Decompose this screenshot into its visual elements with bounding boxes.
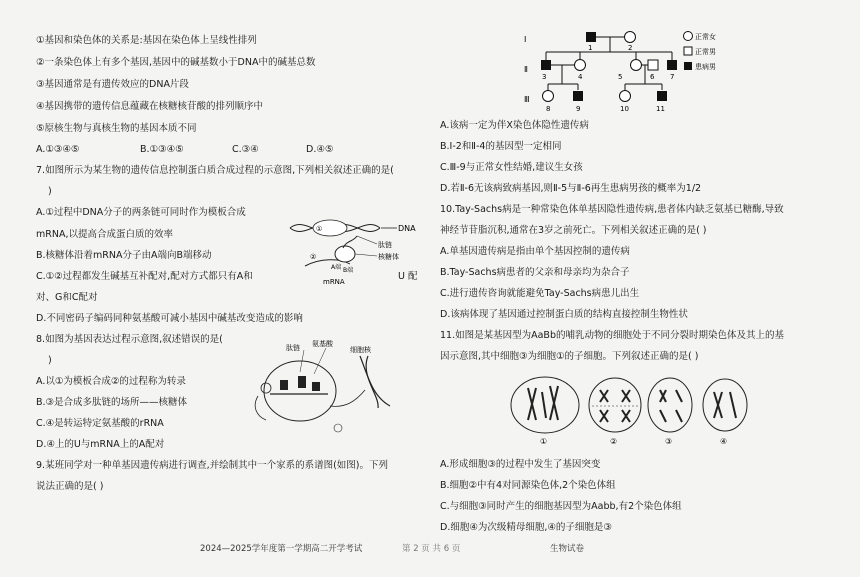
q10-option-d: D.该病体现了基因通过控制蛋白质的结构直接控制生物性状 [440,309,688,320]
footer-exam-title: 2024—2025学年度第一学期高二开学考试 [200,544,363,554]
statement-3: ③基因通常是有遗传效应的DNA片段 [36,79,189,90]
fig8-amino-label: 氨基酸 [312,340,333,348]
q6-option-c: C.③④ [232,144,259,155]
q6-option-a: A.①③④⑤ [36,144,80,155]
q8-stem: 8.如图为基因表达过程示意图,叙述错误的是( [36,334,223,345]
q7-option-a-cont: mRNA,以提高合成蛋白质的效率 [36,229,173,240]
cell-label-1: ① [540,437,548,446]
ped-num-5: 5 [618,73,623,81]
q11-option-a: A.形成细胞③的过程中发生了基因突变 [440,459,601,470]
fig7-dna-label: DNA [398,224,416,233]
q9-option-d: D.若Ⅱ-6无该病致病基因,则Ⅱ-5与Ⅱ-6再生患病男孩的概率为1/2 [440,183,702,194]
fig7-ribosome-label: 核糖体 [378,253,399,261]
q8-option-b: B.③是合成多肽链的场所——核糖体 [36,397,188,408]
fig7-label-1: ① [316,225,323,233]
q10-option-b: B.Tay-Sachs病患者的父亲和母亲均为杂合子 [440,267,630,278]
ped-num-4: 4 [578,73,583,81]
pedigree-figure [520,28,720,114]
q11-option-b: B.细胞②中有4对同源染色体,2个染色体组 [440,480,616,491]
q11-option-d: D.细胞④为次级精母细胞,④的子细胞是③ [440,522,612,533]
ped-num-8: 8 [546,105,551,113]
fig7-peptide-label: 肽链 [378,241,392,249]
fig7-b-end: B端 [343,267,354,274]
fig8-peptide-label: 肽链 [286,344,300,352]
ped-num-1: 1 [588,44,593,52]
gen-label-3: Ⅲ [524,95,530,104]
fig7-label-2: ② [310,253,317,261]
gene-expression-figure [250,336,410,436]
q8-option-c: C.④是转运特定氨基酸的rRNA [36,418,164,429]
gen-label-2: Ⅱ [524,65,528,74]
ped-num-3: 3 [542,73,547,81]
ped-num-2: 2 [628,44,633,52]
q10-stem: 10.Tay-Sachs病是一种常染色体单基因隐性遗传病,患者体内缺乏氨基已糖酶,导致 [440,204,784,215]
legend-normal-male: 正常男 [695,48,716,56]
q10-option-c: C.进行遗传咨询就能避免Tay-Sachs病患儿出生 [440,288,640,299]
gen-label-1: Ⅰ [524,35,527,44]
q7-option-c-tail: U 配 [398,271,418,282]
footer-page-number: 第 2 页 共 6 页 [402,544,461,554]
q10-option-a: A.单基因遗传病是指由单个基因控制的遗传病 [440,246,630,257]
q9-option-b: B.Ⅰ-2和Ⅱ-4的基因型一定相同 [440,141,562,152]
legend-normal-female: 正常女 [695,33,716,41]
q9-option-a: A.该病一定为伴X染色体隐性遗传病 [440,120,589,131]
statement-2: ②一条染色体上有多个基因,基因中的碱基数小于DNA中的碱基总数 [36,57,316,68]
statement-5: ⑤原核生物与真核生物的基因本质不同 [36,123,197,134]
ped-num-6: 6 [650,73,655,81]
statement-4: ④基因携带的遗传信息蕴藏在核糖核苷酸的排列顺序中 [36,101,264,112]
statement-1: ①基因和染色体的关系是:基因在染色体上呈线性排列 [36,35,257,46]
cell-division-figure [500,370,760,450]
q8-stem-paren: ) [48,355,52,366]
q7-stem: 7.如图所示为某生物的遗传信息控制蛋白质合成过程的示意图,下列相关叙述正确的是( [36,165,394,176]
ped-num-10: 10 [620,105,629,113]
cell-label-3: ③ [665,437,673,446]
q10-stem-cont: 神经节苷脂沉积,通常在3岁之前死亡。下列相关叙述正确的是( ) [440,225,707,236]
q7-stem-paren: ) [48,186,52,197]
ped-num-9: 9 [576,105,581,113]
fig7-a-end: A端 [331,264,342,271]
legend-affected-male: 患病男 [695,63,716,71]
q8-option-a: A.以①为模板合成②的过程称为转录 [36,376,186,387]
q7-option-c: C.①②过程都发生碱基互补配对,配对方式都只有A和 [36,271,253,282]
q9-stem-cont: 说法正确的是( ) [36,481,104,492]
q7-option-d: D.不同密码子编码同种氨基酸可减小基因中碱基改变造成的影响 [36,313,303,324]
cell-label-4: ④ [720,437,728,446]
fig8-nucleus-label: 细胞核 [350,346,371,354]
q7-option-a: A.①过程中DNA分子的两条链可同时作为模板合成 [36,207,246,218]
transcription-translation-figure [285,214,435,286]
ped-num-7: 7 [670,73,675,81]
q11-stem: 11.如图是某基因型为AaBb的哺乳动物的细胞处于不同分裂时期染色体及其上的基 [440,330,784,341]
footer-subject: 生物试卷 [550,544,585,554]
ped-num-11: 11 [656,105,665,113]
q7-option-c-cont: 对、G和C配对 [36,292,98,303]
q7-option-b: B.核糖体沿着mRNA分子由A端向B端移动 [36,250,212,261]
q8-option-d: D.④上的U与mRNA上的A配对 [36,439,165,450]
q6-option-b: B.①③④⑤ [140,144,184,155]
q9-stem: 9.某班同学对一种单基因遗传病进行调查,并绘制其中一个家系的系谱图(如图)。下列 [36,460,388,471]
cell-label-2: ② [610,437,618,446]
q11-option-c: C.与细胞③同时产生的细胞基因型为Aabb,有2个染色体组 [440,501,682,512]
q6-option-d: D.④⑤ [306,144,334,155]
q11-stem-cont: 因示意图,其中细胞③为细胞①的子细胞。下列叙述正确的是( ) [440,351,699,362]
fig7-mrna-label: mRNA [323,278,345,286]
q9-option-c: C.Ⅲ-9与正常女性结婚,建议生女孩 [440,162,583,173]
